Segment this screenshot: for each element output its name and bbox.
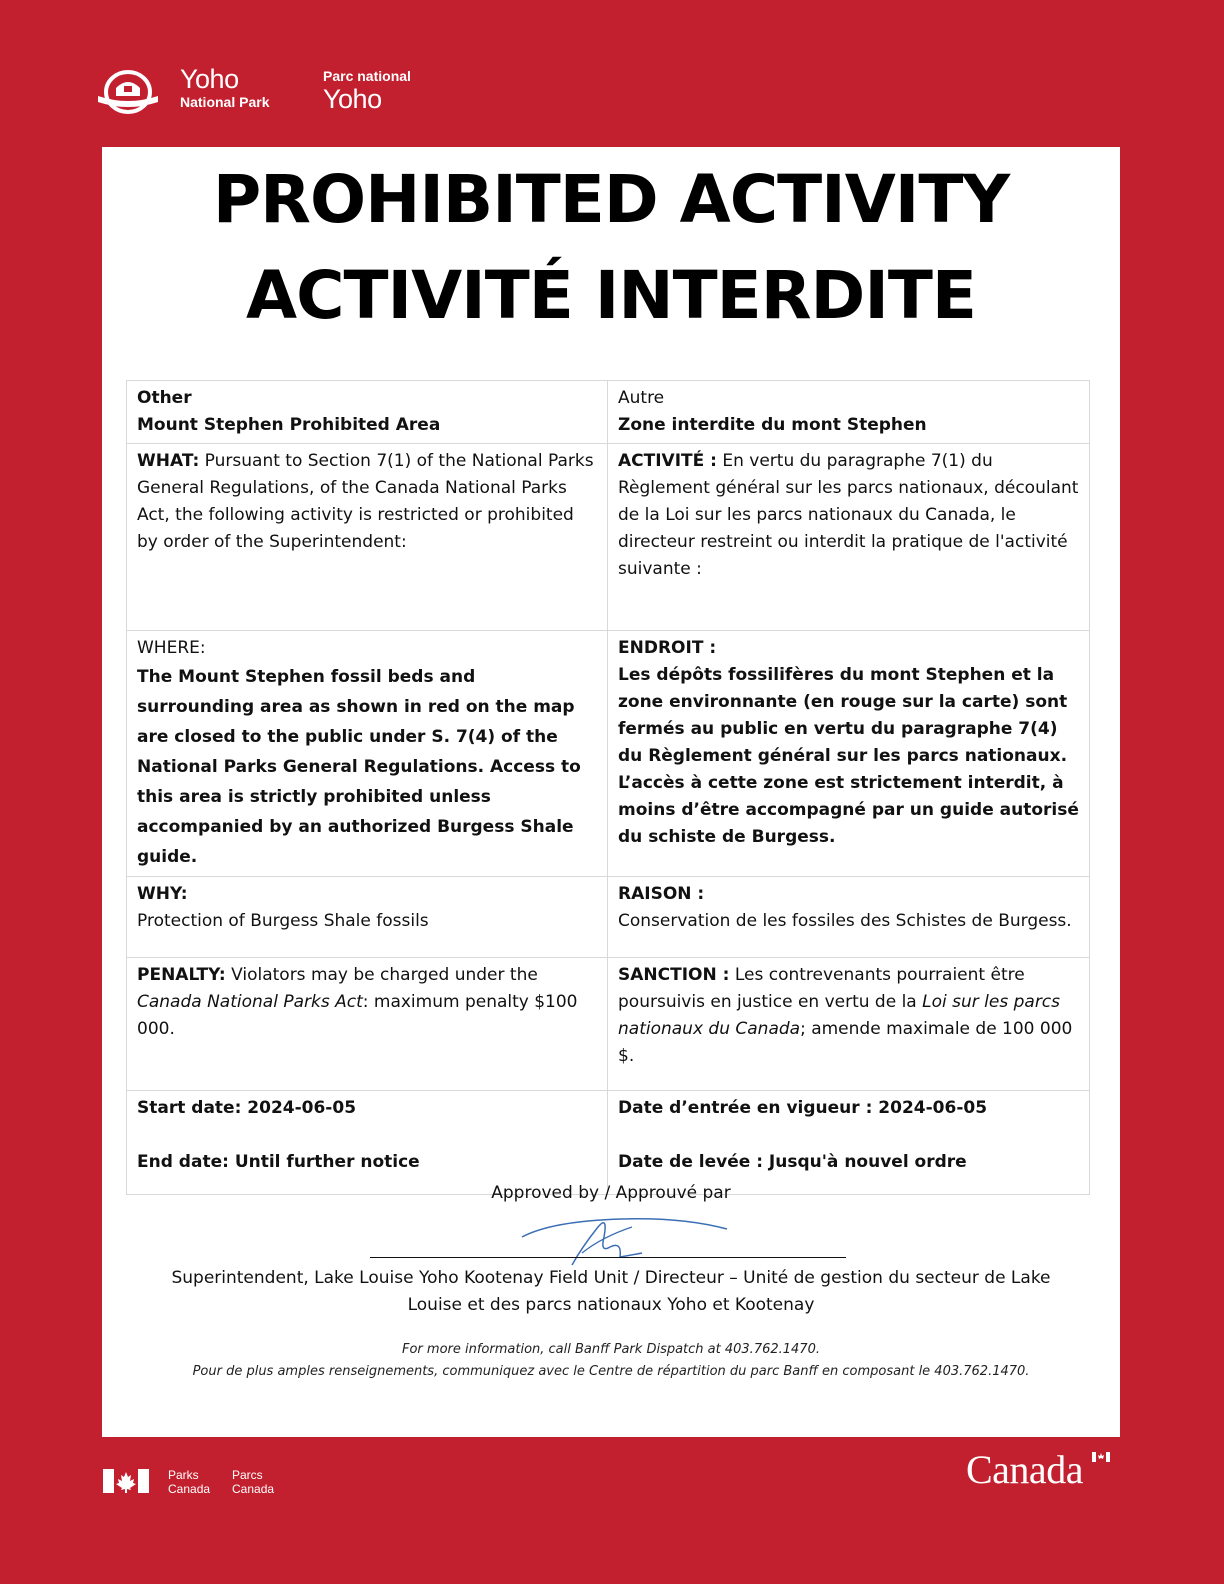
sanction-label: SANCTION : (618, 965, 730, 985)
park-name-fr (323, 68, 411, 114)
table-row (127, 631, 1090, 877)
end-date: End date: Until further notice (137, 1152, 420, 1172)
park-name-en-line1: Yoho (180, 64, 239, 94)
row2-fr-cell (608, 444, 1090, 631)
canada-wordmark: Canada (966, 1447, 1083, 1492)
activite-label: ACTIVITÉ : (618, 451, 717, 471)
notice-table (126, 380, 1090, 1195)
row4-fr-cell (608, 877, 1090, 958)
park-name-en (180, 64, 269, 110)
wordmark-flag-icon (1092, 1452, 1110, 1462)
canada-flag-icon (103, 1469, 149, 1493)
parks-canada-beaver-emblem-icon (96, 66, 160, 116)
table-row (127, 958, 1090, 1091)
parks-en-line2: Canada (168, 1482, 211, 1496)
signature-icon (512, 1207, 732, 1269)
why-label: WHY: (137, 884, 188, 904)
start-date: Start date: 2024-06-05 (137, 1098, 357, 1118)
row3-en-cell (127, 631, 608, 877)
more-info (102, 1339, 1120, 1383)
row1-fr-type: Autre (618, 388, 665, 408)
more-info-en: For more information, call Banff Park Dispatch at 403.762.1470. (402, 1342, 820, 1357)
row4-en-cell (127, 877, 608, 958)
raison-label: RAISON : (618, 884, 705, 904)
approved-by-label: Approved by / Approuvé par (491, 1183, 731, 1203)
row1-fr-area: Zone interdite du mont Stephen (618, 415, 927, 435)
notice-panel (102, 147, 1120, 1437)
signer-title: Superintendent, Lake Louise Yoho Kootenay Field Unit / Directeur – Unité de gestion du secteur de Lake Louise et des parcs nationaux Yoho et Kootenay (171, 1268, 1051, 1315)
row5-fr-cell (608, 958, 1090, 1091)
row6-fr-cell (608, 1091, 1090, 1195)
parks-fr-line2: Canada (232, 1482, 275, 1496)
row1-en-area: Mount Stephen Prohibited Area (137, 415, 441, 435)
what-label: WHAT: (137, 451, 200, 471)
title-en: PROHIBITED ACTIVITY (212, 161, 1010, 238)
why-text: Protection of Burgess Shale fossils (137, 911, 429, 931)
what-text: Pursuant to Section 7(1) of the National Parks General Regulations, of the Canada National Parks Act, the following activity is restricted or prohibited by order of the Superintendent: (137, 451, 594, 552)
activite-text: En vertu du paragraphe 7(1) du Règlement général sur les parcs nationaux, découlant de la Loi sur les parcs nationaux du Canada, le directeur restreint ou interdit la pratique de l'activité suivante : (618, 451, 1079, 579)
parks-canada-fr (232, 1468, 274, 1496)
parks-en-line1: Parks (168, 1468, 199, 1482)
raison-text: Conservation de les fossiles des Schistes de Burgess. (618, 911, 1072, 931)
park-name-fr-line1: Parc national (323, 68, 411, 84)
title-fr: ACTIVITÉ INTERDITE (246, 257, 976, 334)
penalty-text-pre: Violators may be charged under the (225, 965, 538, 985)
table-row (127, 1091, 1090, 1195)
where-text: The Mount Stephen fossil beds and surrounding area as shown in red on the map are closed to the public under S. 7(4) of the National Parks General Regulations. Access to this area is strictly prohibited unless accompanied by an authorized Burgess Shale guide. (137, 667, 581, 867)
endroit-label: ENDROIT : (618, 638, 717, 658)
row2-en-cell (127, 444, 608, 631)
header (0, 0, 1224, 146)
row5-en-cell (127, 958, 608, 1091)
more-info-fr: Pour de plus amples renseignements, communiquez avec le Centre de répartition du parc Banff en composant le 403.762.1470. (192, 1364, 1030, 1379)
parks-fr-line1: Parcs (232, 1468, 263, 1482)
sanction-act: Loi sur les parcs nationaux du Canada (618, 992, 1061, 1039)
penalty-act: Canada National Parks Act (137, 992, 363, 1012)
endroit-text: Les dépôts fossilifères du mont Stephen et la zone environnante (en rouge sur la carte) sont fermés au public en vertu du paragraphe 7(4) du Règlement général sur les parcs nationaux. L’accès à cette zone est strictement interdit, à moins d’être accompagné par un guide autorisé du schiste de Burgess. (618, 665, 1079, 847)
where-label: WHERE: (137, 638, 206, 658)
parks-canada-en (168, 1468, 210, 1496)
signature-line (370, 1257, 846, 1258)
date-levee: Date de levée : Jusqu'à nouvel ordre (618, 1152, 967, 1172)
row1-en-type: Other (137, 388, 192, 408)
row6-en-cell (127, 1091, 608, 1195)
sanction-text-post: ; amende maximale de 100 000 $. (618, 1019, 1073, 1066)
row3-fr-cell (608, 631, 1090, 877)
table-row (127, 381, 1090, 444)
penalty-text-post: : maximum penalty $100 000. (137, 992, 578, 1039)
sanction-text-pre: Les contrevenants pourraient être poursuivis en justice en vertu de la (618, 965, 1025, 1012)
park-name-fr-line2: Yoho (323, 84, 382, 114)
park-name-en-line2: National Park (180, 94, 270, 110)
row1-en-cell (127, 381, 608, 444)
table-row (127, 877, 1090, 958)
date-entree: Date d’entrée en vigueur : 2024-06-05 (618, 1098, 988, 1118)
row1-fr-cell (608, 381, 1090, 444)
table-row (127, 444, 1090, 631)
penalty-label: PENALTY: (137, 965, 226, 985)
